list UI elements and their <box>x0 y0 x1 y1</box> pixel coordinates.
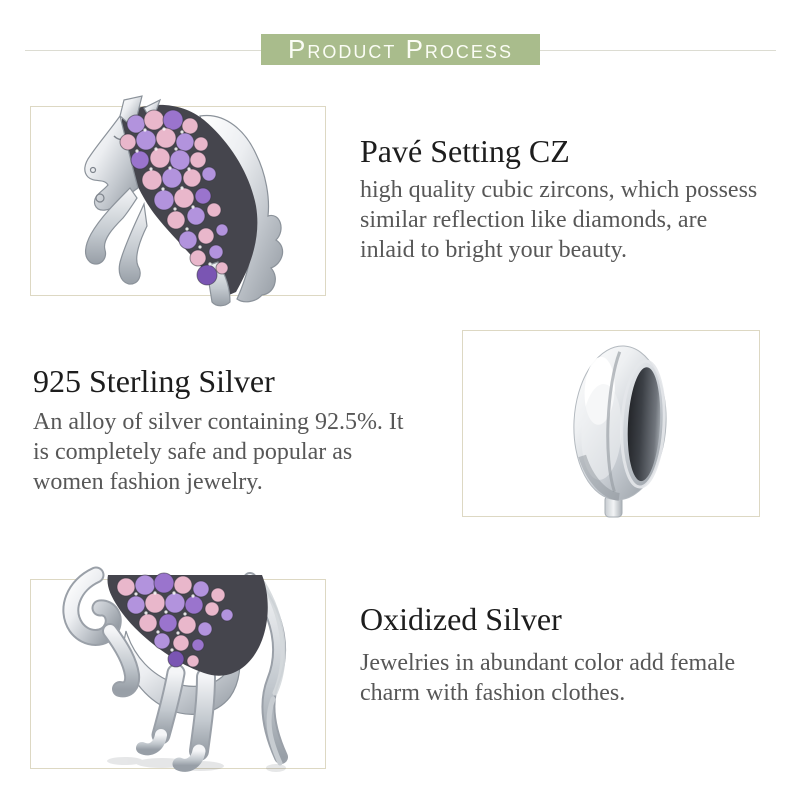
header-rule-right <box>540 50 776 51</box>
header-rule-left <box>25 50 261 51</box>
body-line: inlaid to bright your beauty. <box>360 237 628 263</box>
section-body-oxidized-silver <box>360 648 735 708</box>
body-line: high quality cubic zircons, which possess <box>360 177 758 203</box>
body-line: charm with fashion clothes. <box>360 680 626 706</box>
unicorn-charm-upper-photo-frame <box>30 106 326 296</box>
section-body-pave-setting-cz <box>360 175 757 265</box>
body-line: An alloy of silver containing 92.5%. It <box>33 409 404 435</box>
unicorn-charm-lower-photo-frame <box>30 579 326 769</box>
section-heading-oxidized-silver: Oxidized Silver <box>360 601 562 637</box>
section-body-925-sterling-silver <box>33 407 404 497</box>
unicorn-charm-upper-photo <box>30 106 326 296</box>
unicorn-charm-lower-photo <box>30 579 326 769</box>
header-title: Product Process <box>288 34 513 64</box>
silver-stopper-bead-photo-frame <box>462 330 760 517</box>
body-line: Jewelries in abundant color add female <box>360 650 736 676</box>
body-line: women fashion jewelry. <box>33 469 263 495</box>
section-heading-925-sterling-silver: 925 Sterling Silver <box>33 363 275 399</box>
header-banner <box>261 34 540 65</box>
silver-stopper-bead-photo <box>462 330 760 517</box>
section-heading-pave-setting-cz: Pavé Setting CZ <box>360 133 570 169</box>
body-line: similar reflection like diamonds, are <box>360 207 708 233</box>
body-line: is completely safe and popular as <box>33 439 353 465</box>
